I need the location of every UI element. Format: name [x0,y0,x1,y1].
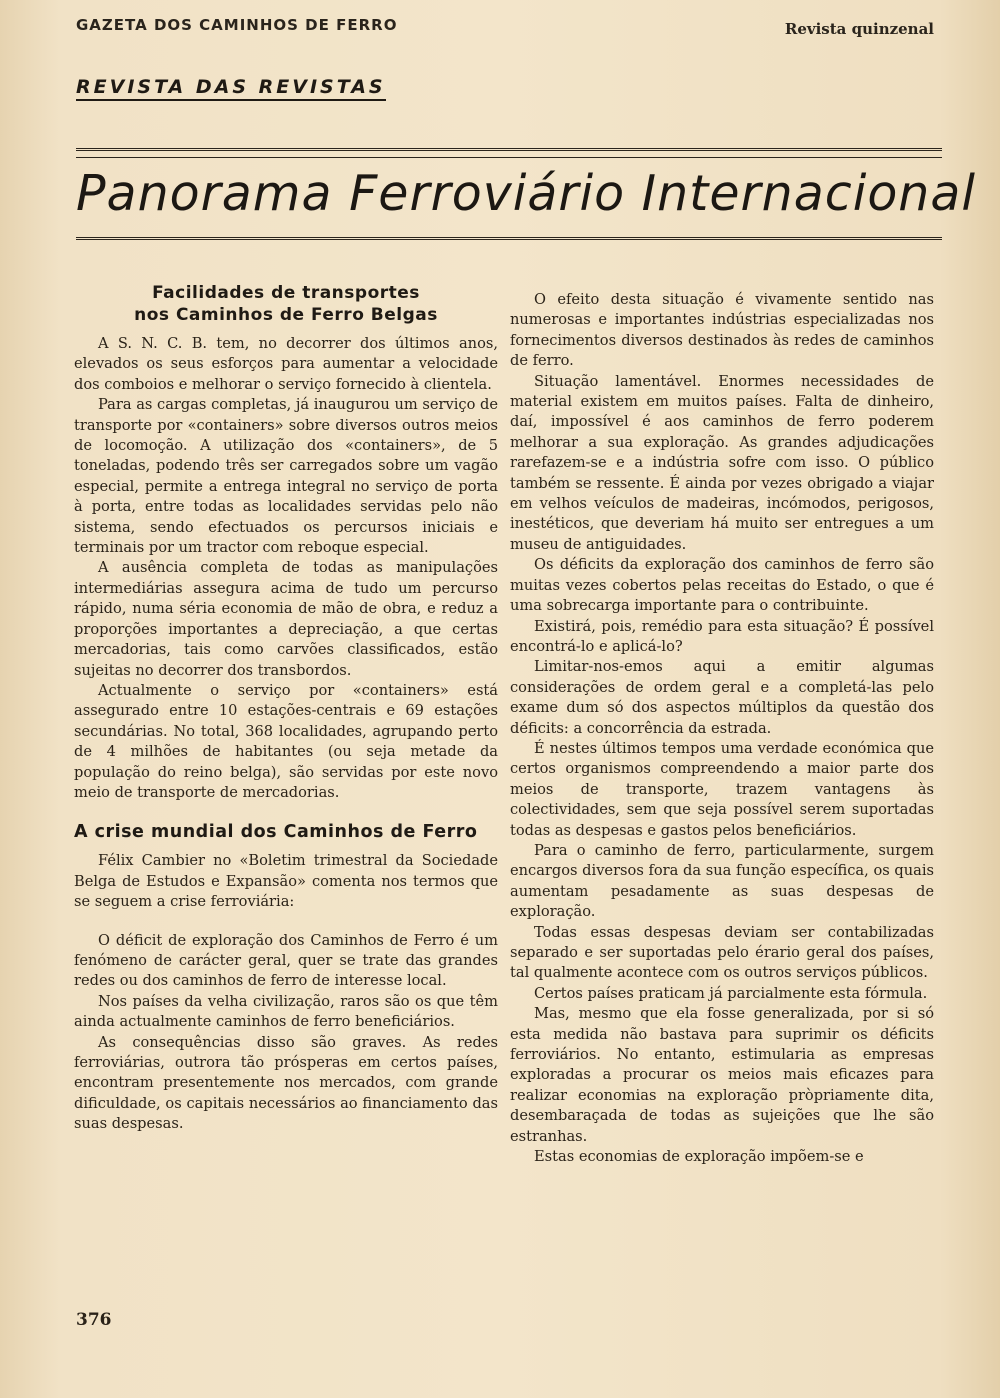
left-column [74,282,498,1135]
paragraph: Todas essas despesas deviam ser contabilizadas separado e ser suportadas pelo érario geral dos países, tal qualmente acontece com os outros serviços públicos. [510,923,934,982]
paragraph: Para as cargas completas, já inaugurou um serviço de transporte por «containers» sobre diversos outros meios de locomoção. A utilização dos «containers», de 5 toneladas, podendo três ser carregados sobre um vagão especial, permite a entrega integral no serviço de porta à porta, entre todas as localidades servidas pelo não sistema, sendo efectuados os percursos iniciais e terminais por um tractor com reboque especial. [74,396,498,557]
paragraph: A S. N. C. B. tem, no decorrer dos últimos anos, elevados os seus esforços para aumentar a velocidade dos comboios e melhorar o serviço fornecido à clientela. [74,335,498,393]
paragraph: O efeito desta situação é vivamente sentido nas numerosas e importantes indústrias especializadas nos fornecimentos diversos destinados às redes de caminhos de ferro. [510,291,934,370]
title-rule [76,157,942,158]
paragraph: As consequências disso são graves. As redes ferroviárias, outrora tão prósperas em certos países, encontram presentemente nos mercados, com grande dificuldade, os capitais necessários ao financiamento das suas despesas. [74,1033,498,1133]
paragraph: Nos países da velha civilização, raros são os que têm ainda actualmente caminhos de ferro beneficiários. [74,992,498,1031]
article-heading [74,282,498,326]
paragraph: Limitar-nos-emos aqui a emitir algumas considerações de ordem geral e a completá-las pelo exame dum só dos aspectos múltiplos da questão dos déficits: a concorrência da estrada. [510,658,934,737]
paragraph: Certos países praticam já parcialmente esta fórmula. [534,984,928,1002]
paragraph: Actualmente o serviço por «containers» está assegurado entre 10 estações-centrais e 69 estações secundárias. No total, 368 localidades, agrupando perto de 4 milhões de habitantes (ou seja metade da população do reino belga), são servidas por este novo meio de transporte de mercadorias. [74,681,498,801]
paragraph: Estas economias de exploração impõem-se e [534,1148,864,1166]
paragraph: Félix Cambier no «Boletim trimestral da Sociedade Belga de Estudos e Expansão» comenta nos termos que se seguem a crise ferroviária: [74,852,498,911]
title-frame [76,148,976,240]
paragraph: Situação lamentável. Enormes necessidades de material existem em muitos países. Falta de dinheiro, daí, impossível é aos caminhos de ferro poderem melhorar a sua exploração. As grandes adjudicações rarefazem-se e a indústria sofre com isso. O público também se ressente. É ainda por vezes obrigado a viajar em velhos veículos de madeiras, incómodos, perigosos, inestéticos, que deveriam há muito ser entregues a um museu de antiguidades. [510,372,934,553]
page-title: Panorama Ferroviário Internacional [76,165,976,222]
publication-frequency: Revista quinzenal [784,20,934,38]
paragraph: Os déficits da exploração dos caminhos de ferro são muitas vezes cobertos pelas receitas do Estado, o que é uma sobrecarga importante para o contribuinte. [510,556,934,615]
section-heading: REVISTA DAS REVISTAS [76,76,386,101]
article-heading-line: nos Caminhos de Ferro Belgas [134,305,438,325]
paragraph: Existirá, pois, remédio para esta situação? É possível encontrá-lo e aplicá-lo? [510,617,934,655]
paragraph-gap [74,913,498,931]
article-heading-line: Facilidades de transportes [152,283,420,303]
paragraph: O déficit de exploração dos Caminhos de Ferro é um fenómeno de carácter geral, quer se trate das grandes redes ou dos caminhos de ferro de interesse local. [74,931,498,990]
paragraph: A ausência completa de todas as manipulações intermediárias assegura acima de tudo um percurso rápido, numa séria economia de mão de obra, e reduz a proporções importantes a depreciação, a que certas mercadorias, tais como carvões classificados, estão sujeitas no decorrer dos transbordos. [74,559,498,679]
publication-title: GAZETA DOS CAMINHOS DE FERRO [76,16,398,34]
paragraph: Para o caminho de ferro, particularmente, surgem encargos diversos fora da sua função específica, os quais aumentam pesadamente as suas despesas de exploração. [510,841,934,921]
page-number: 376 [76,1310,112,1330]
article-heading: A crise mundial dos Caminhos de Ferro [74,822,478,843]
paragraph: É nestes últimos tempos uma verdade económica que certos organismos compreendendo a maior parte dos meios de transporte, trazem vantagens às colectividades, sem que seja possível serem suportadas todas as despesas e gastos pelos beneficiários. [510,739,934,839]
right-column [510,290,934,1167]
paragraph: Mas, mesmo que ela fosse generalizada, por si só esta medida não bastava para suprimir os déficits ferroviários. No entanto, estimularia as empresas exploradas a procurar os meios mais eficazes para realizar economias na exploração pròpriamente dita, desembaraçada de todas as sujeições que lhe são estranhas. [510,1005,934,1145]
